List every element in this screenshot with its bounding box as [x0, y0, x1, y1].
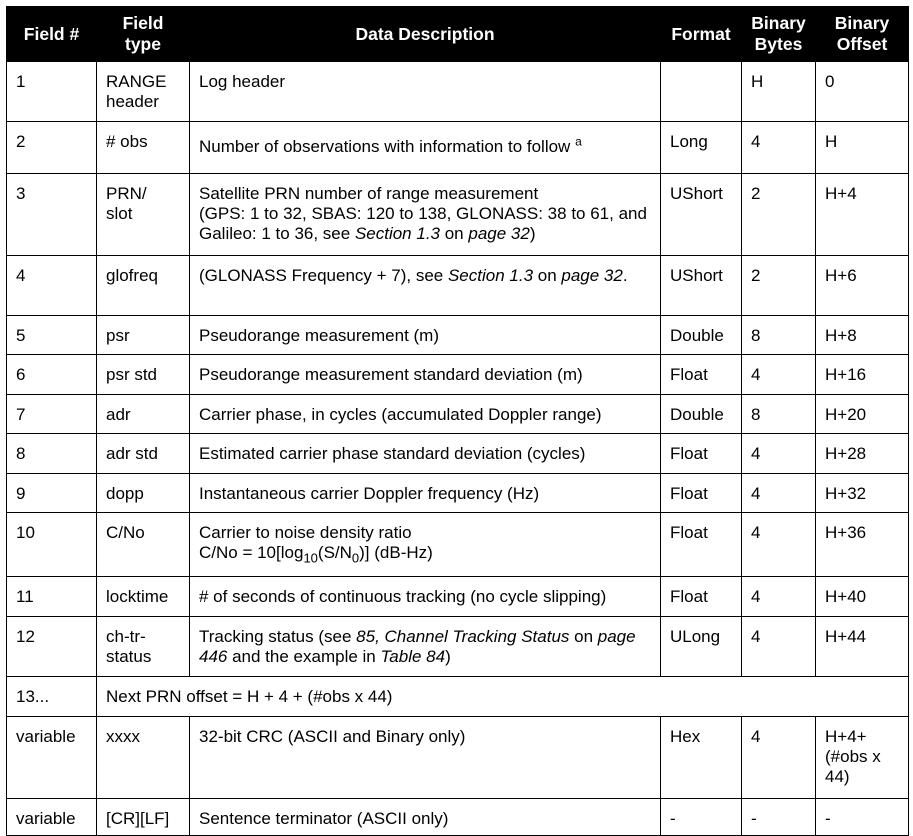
cell-field-num: 8: [7, 434, 97, 474]
cell-binary-bytes: 4: [742, 474, 816, 513]
section-link[interactable]: Section 1.3: [447, 266, 534, 285]
table-row: [7, 677, 909, 717]
cell-binary-bytes: 4: [742, 513, 816, 577]
cell-field-type-text: PRN/ slot: [106, 184, 147, 223]
cell-binary-offset: H+16: [816, 355, 909, 395]
cell-format: Float: [661, 434, 742, 474]
cell-format: Float: [661, 577, 742, 617]
cell-field-num: 11: [7, 577, 97, 617]
description-line-1: Satellite PRN number of range measurement: [199, 184, 539, 203]
header-format: Format: [661, 7, 742, 62]
cell-field-num: 12: [7, 617, 97, 677]
cell-field-type: psr: [97, 316, 190, 355]
cell-format: Float: [661, 474, 742, 513]
cell-field-num: variable: [7, 717, 97, 799]
cell-field-type-text: ch-tr-status: [106, 627, 152, 666]
cell-format: UShort: [661, 174, 742, 256]
cell-format: Double: [661, 395, 742, 434]
page-link[interactable]: page 32: [468, 224, 530, 243]
formula-subscript-2: 0: [351, 550, 360, 566]
table-row: [7, 577, 909, 617]
cell-binary-offset: H+40: [816, 577, 909, 617]
cell-field-num: 6: [7, 355, 97, 395]
table-row: [7, 474, 909, 513]
table-header-row: [7, 7, 909, 62]
cell-binary-offset: H+4: [816, 174, 909, 256]
header-field-type-label: Field type: [122, 13, 164, 54]
cell-binary-offset: H+36: [816, 513, 909, 577]
cell-format: Long: [661, 122, 742, 174]
table-row: [7, 513, 909, 577]
page-link[interactable]: page 32: [561, 266, 623, 285]
table-row: [7, 617, 909, 677]
table-row: [7, 122, 909, 174]
cell-format: Float: [661, 355, 742, 395]
table-link[interactable]: 85, Channel Tracking Status: [356, 627, 570, 646]
table-row: [7, 717, 909, 799]
description-text: Number of observations with information to follow: [199, 137, 571, 156]
header-binary-offset-label: Binary Offset: [834, 13, 890, 54]
cell-binary-bytes: 2: [742, 256, 816, 316]
description-joiner: on: [440, 224, 469, 243]
cell-description: [190, 174, 661, 256]
cell-description: [190, 617, 661, 677]
description-joiner: and the example in: [227, 647, 381, 666]
cell-binary-offset: H+20: [816, 395, 909, 434]
cell-description: Log header: [190, 62, 661, 122]
cell-format: Double: [661, 316, 742, 355]
cell-binary-offset: H: [816, 122, 909, 174]
description-joiner: on: [569, 627, 598, 646]
cell-field-type: xxxx: [97, 717, 190, 799]
table-row: [7, 316, 909, 355]
header-field-num: Field #: [7, 7, 97, 62]
cell-description: Instantaneous carrier Doppler frequency (Hz): [190, 474, 661, 513]
header-description: Data Description: [190, 7, 661, 62]
cell-binary-bytes: 8: [742, 395, 816, 434]
cell-format: Float: [661, 513, 742, 577]
cell-binary-bytes: 4: [742, 434, 816, 474]
cell-field-type: glofreq: [97, 256, 190, 316]
cell-field-type: C/No: [97, 513, 190, 577]
page-link[interactable]: page 446: [199, 627, 636, 666]
description-text: Tracking status (see: [199, 627, 357, 646]
cell-span-description: Next PRN offset = H + 4 + (#obs x 44): [97, 677, 909, 717]
cell-binary-offset-text: H+4+ (#obs x 44): [825, 727, 881, 786]
cell-binary-offset: H+44: [816, 617, 909, 677]
cell-binary-bytes: -: [742, 799, 816, 836]
cell-field-num: 1: [7, 62, 97, 122]
cell-format: UShort: [661, 256, 742, 316]
description-joiner: on: [533, 266, 562, 285]
cell-description: 32-bit CRC (ASCII and Binary only): [190, 717, 661, 799]
header-binary-bytes-label: Binary Bytes: [751, 13, 806, 54]
cell-description: [190, 122, 661, 174]
cell-format: [661, 62, 742, 122]
cell-binary-bytes: 2: [742, 174, 816, 256]
cell-format: -: [661, 799, 742, 836]
cell-field-type: adr std: [97, 434, 190, 474]
cell-binary-offset: H+28: [816, 434, 909, 474]
formula-subscript-1: 10: [303, 550, 318, 566]
header-field-type: [97, 7, 190, 62]
cell-binary-offset: H+8: [816, 316, 909, 355]
cell-field-type: psr std: [97, 355, 190, 395]
cell-description: [190, 256, 661, 316]
cell-field-num: 10: [7, 513, 97, 577]
cell-binary-offset: H+32: [816, 474, 909, 513]
cell-binary-bytes: 8: [742, 316, 816, 355]
cell-field-num: 5: [7, 316, 97, 355]
header-binary-offset: [816, 7, 909, 62]
cell-field-num: 4: [7, 256, 97, 316]
cell-binary-bytes: 4: [742, 122, 816, 174]
cell-binary-offset: 0: [816, 62, 909, 122]
table-row: [7, 256, 909, 316]
cell-field-num: 9: [7, 474, 97, 513]
cell-format: Hex: [661, 717, 742, 799]
cell-field-type: [97, 174, 190, 256]
description-line-1: Carrier to noise density ratio: [199, 523, 412, 542]
description-line-2: (GPS: 1 to 32, SBAS: 120 to 138, GLONASS: 38 to 61, and Galileo: 1 to 36, see: [199, 204, 647, 243]
cell-description: Carrier phase, in cycles (accumulated Doppler range): [190, 395, 661, 434]
description-end: ): [445, 647, 451, 666]
table-row: [7, 355, 909, 395]
cell-binary-offset: -: [816, 799, 909, 836]
cell-binary-bytes: H: [742, 62, 816, 122]
cell-binary-bytes: 4: [742, 617, 816, 677]
cell-field-num: variable: [7, 799, 97, 836]
section-link[interactable]: Section 1.3: [354, 224, 440, 243]
cell-description: Pseudorange measurement standard deviation (m): [190, 355, 661, 395]
table-row: [7, 62, 909, 122]
cell-format: ULong: [661, 617, 742, 677]
cell-field-type: locktime: [97, 577, 190, 617]
table-link[interactable]: Table 84: [380, 647, 446, 666]
cell-field-type: adr: [97, 395, 190, 434]
cell-binary-bytes: 4: [742, 355, 816, 395]
table-row: [7, 174, 909, 256]
cell-description: Sentence terminator (ASCII only): [190, 799, 661, 836]
cell-description: # of seconds of continuous tracking (no cycle slipping): [190, 577, 661, 617]
cell-field-type: dopp: [97, 474, 190, 513]
cell-field-num: 2: [7, 122, 97, 174]
cell-field-num: 7: [7, 395, 97, 434]
cell-field-num: 3: [7, 174, 97, 256]
range-log-table: [6, 6, 909, 836]
footnote-marker: a: [575, 134, 582, 149]
cell-binary-offset: [816, 717, 909, 799]
cell-field-type: [97, 617, 190, 677]
formula-part-3: )] (dB-Hz): [359, 543, 433, 562]
cell-binary-offset: H+6: [816, 256, 909, 316]
cell-description: Pseudorange measurement (m): [190, 316, 661, 355]
cell-field-type-text: RANGE header: [106, 72, 167, 111]
header-binary-bytes: [742, 7, 816, 62]
cell-field-type: [97, 62, 190, 122]
description-text: (GLONASS Frequency + 7), see: [199, 266, 448, 285]
cell-field-type: [CR][LF]: [97, 799, 190, 836]
cell-binary-bytes: 4: [742, 577, 816, 617]
cell-binary-bytes: 4: [742, 717, 816, 799]
cell-description: [190, 513, 661, 577]
cell-description: Estimated carrier phase standard deviation (cycles): [190, 434, 661, 474]
cell-field-type: # obs: [97, 122, 190, 174]
description-end: ): [529, 224, 536, 243]
cell-field-num: 13...: [7, 677, 97, 717]
formula-part-1: C/No = 10[log: [199, 543, 304, 562]
description-end: .: [622, 266, 628, 285]
table-row: [7, 395, 909, 434]
formula-part-2: (S/N: [317, 543, 352, 562]
table-row: [7, 434, 909, 474]
